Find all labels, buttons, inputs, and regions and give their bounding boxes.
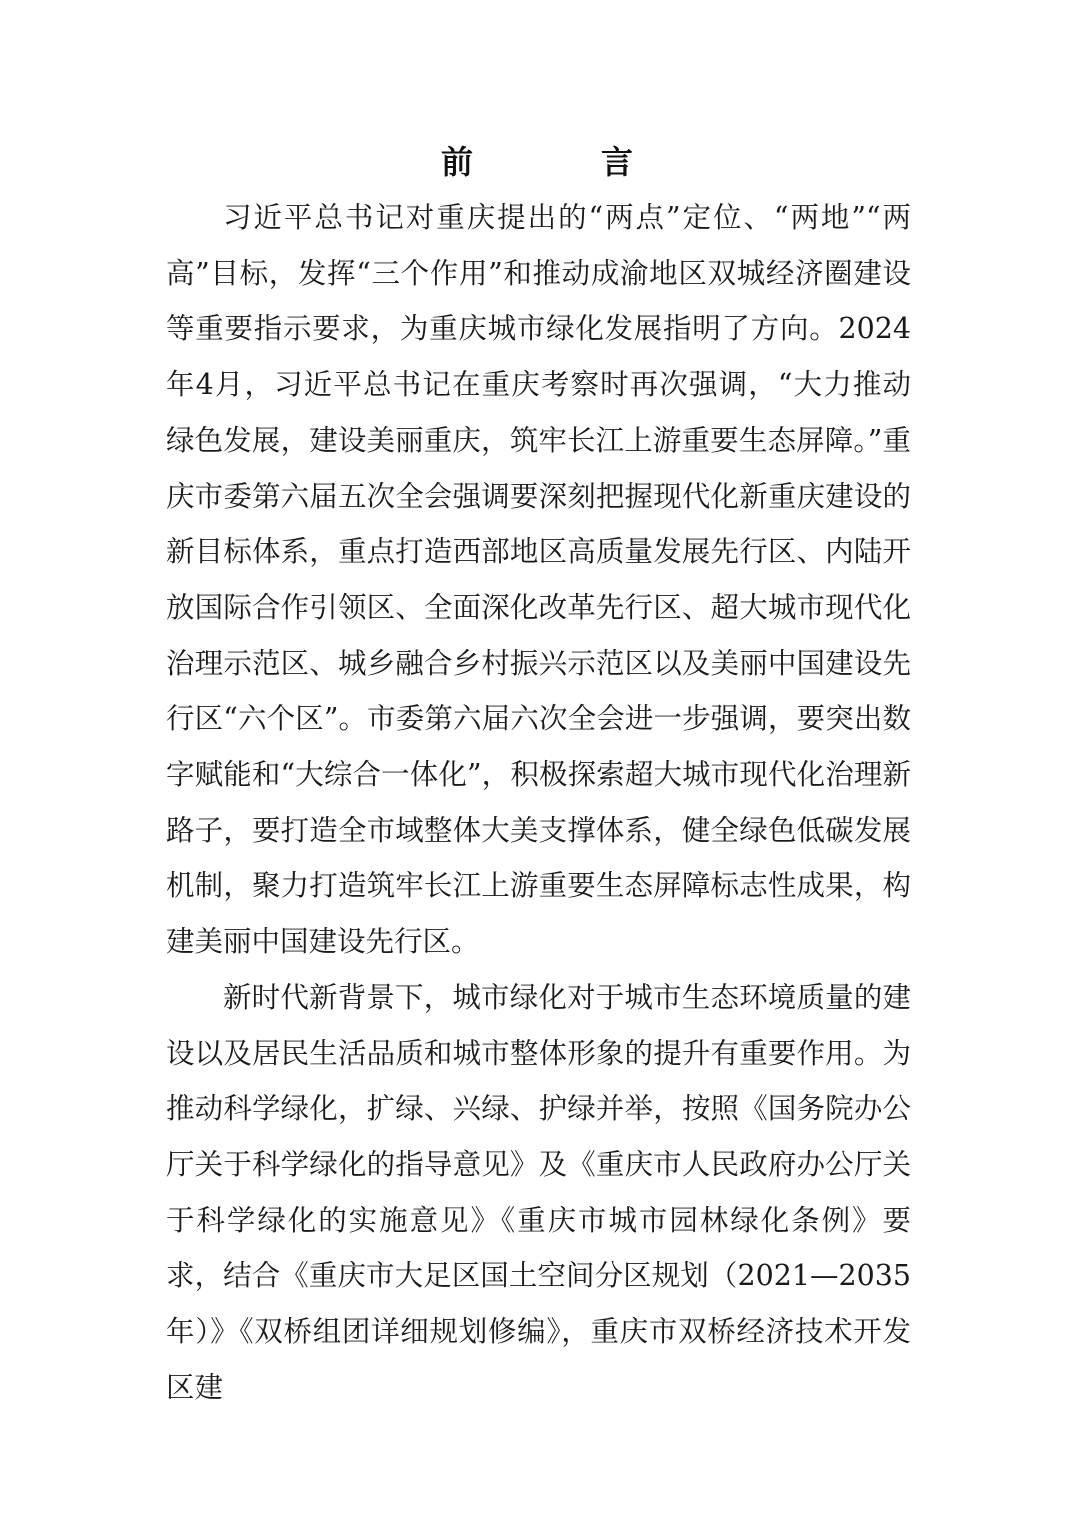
paragraph-2: 新时代新背景下，城市绿化对于城市生态环境质量的建设以及居民生活品质和城市整体形象的提升有重要作用。为推动科学绿化，扩绿、兴绿、护绿并举，按照《国务院办公厅关于科学绿化的指导意见》及《重庆市人民政府办公厅关于科学绿化的实施意见》《重庆市城市园林绿化条例》要求，结合《重庆市大足区国土空间分区规划（2021—2035年）》《双桥组团详细规划修编》，重庆市双桥经济技术开发区建 <box>166 980 911 1404</box>
body-text <box>166 190 911 1415</box>
paragraph-1: 习近平总书记对重庆提出的“两点”定位、“两地”“两高”目标，发挥“三个作用”和推动成渝地区双城经济圈建设等重要指示要求，为重庆城市绿化发展指明了方向。2024年4月，习近平总书记在重庆考察时再次强调，“大力推动绿色发展，建设美丽重庆，筑牢长江上游重要生态屏障。”重庆市委第六届五次全会强调要深刻把握现代化新重庆建设的新目标体系，重点打造西部地区高质量发展先行区、内陆开放国际合作引领区、全面深化改革先行区、超大城市现代化治理示范区、城乡融合乡村振兴示范区以及美丽中国建设先行区“六个区”。市委第六届六次全会进一步强调，要突出数字赋能和“大综合一体化”，积极探索超大城市现代化治理新路子，要打造全市域整体大美支撑体系，健全绿色低碳发展机制，聚力打造筑牢长江上游重要生态屏障标志性成果，构建美丽中国建设先行区。 <box>166 201 911 959</box>
page-title: 前 言 <box>440 143 681 181</box>
